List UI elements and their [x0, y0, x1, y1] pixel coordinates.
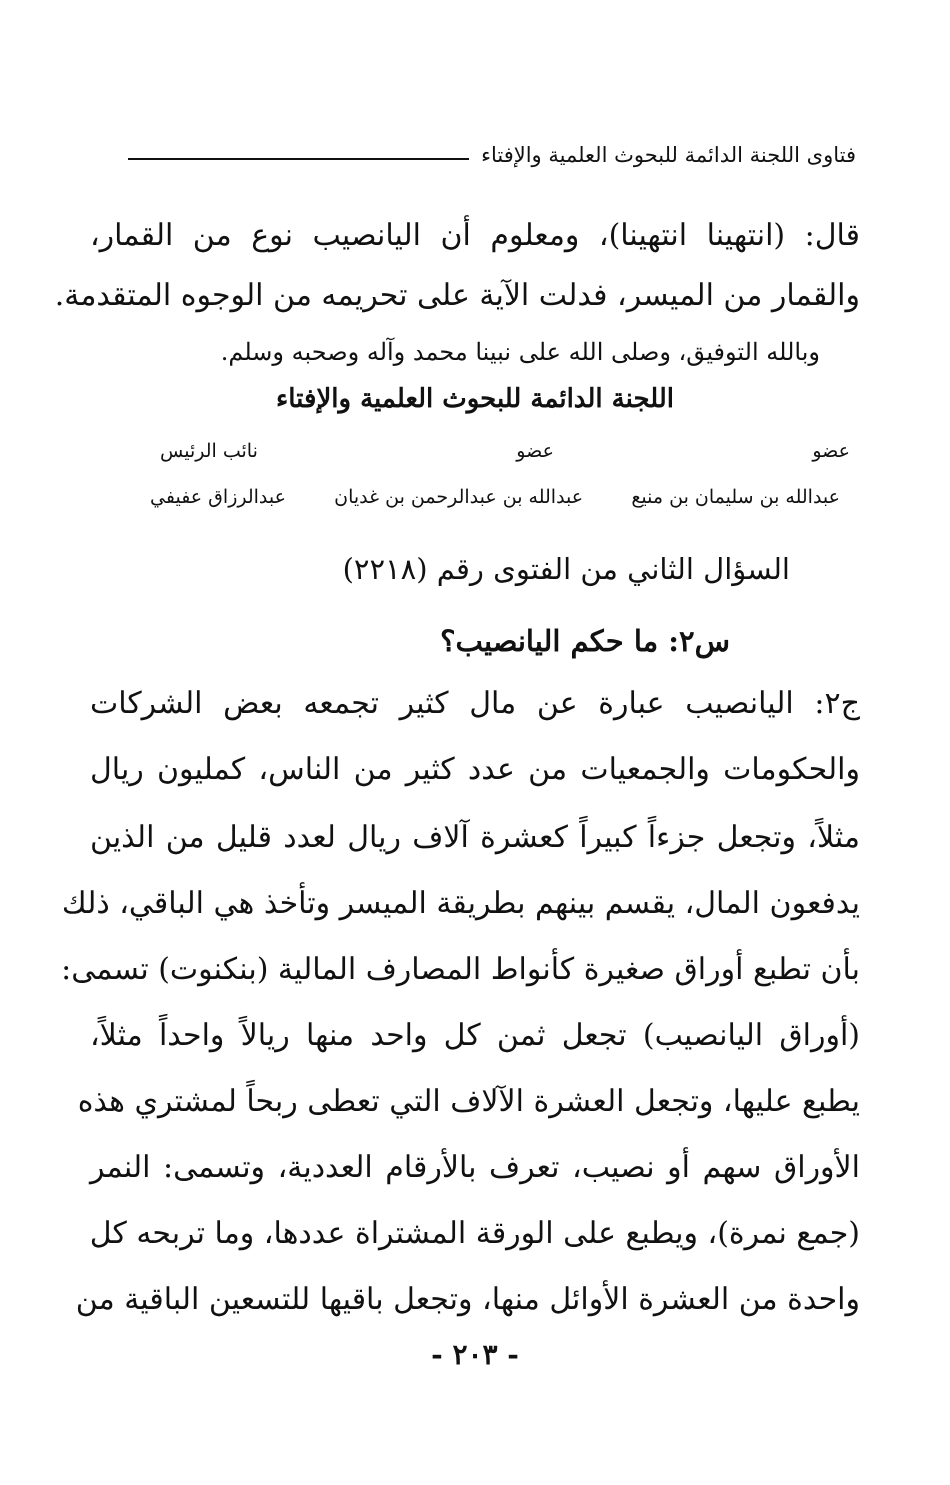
answer-line-2: والحكومات والجمعيات من عدد كثير من الناس، كمليون ريال	[90, 752, 860, 787]
answer-line-5: بأن تطبع أوراق صغيرة كأنواط المصارف المالية (بنكنوت) تسمى:	[61, 952, 860, 987]
signatories-names	[150, 486, 840, 508]
question-heading: س٢: ما حكم اليانصيب؟	[440, 624, 730, 658]
signatory-name: عبدالله بن عبدالرحمن بن غديان	[334, 486, 584, 508]
answer-line-10: واحدة من العشرة الأوائل منها، وتجعل باقيها للتسعين الباقية من	[75, 1282, 860, 1317]
intro-line-1: قال: (انتهينا انتهينا)، ومعلوم أن اليانصيب نوع من القمار،	[90, 218, 860, 253]
committee-title: اللجنة الدائمة للبحوث العلمية والإفتاء	[276, 384, 674, 414]
answer-line-4: يدفعون المال، يقسم بينهم بطريقة الميسر وتأخذ هي الباقي، ذلك	[61, 886, 860, 921]
signatories-roles	[160, 440, 850, 462]
header-rule	[128, 158, 469, 160]
answer-line-8: الأوراق سهم أو نصيب، تعرف بالأرقام العددية، وتسمى: النمر	[90, 1150, 860, 1185]
answer-line-6: (أوراق اليانصيب) تجعل ثمن كل واحد منها ريالاً واحداً مثلاً،	[90, 1018, 860, 1053]
intro-line-2: والقمار من الميسر، فدلت الآية على تحريمه من الوجوه المتقدمة.	[54, 278, 860, 313]
running-header	[128, 138, 856, 172]
answer-line-9: (جمع نمرة)، ويطبع على الورقة المشتراة عددها، وما تربحه كل	[89, 1216, 860, 1251]
signatory-role: عضو	[516, 440, 554, 462]
signatory-name: عبدالله بن سليمان بن منيع	[631, 486, 840, 508]
closing-line: وبالله التوفيق، وصلى الله على نبينا محمد وآله وصحبه وسلم.	[220, 338, 820, 366]
signatory-role: نائب الرئيس	[160, 440, 258, 462]
answer-line-3: مثلاً، وتجعل جزءاً كبيراً كعشرة آلاف ريال لعدد قليل من الذين	[90, 820, 860, 855]
answer-line-7: يطبع عليها، وتجعل العشرة الآلاف التي تعطى ربحاً لمشتري هذه	[77, 1084, 860, 1119]
fatwa-heading: السؤال الثاني من الفتوى رقم (٢٢١٨)	[342, 552, 790, 586]
page-number: - ٢٠٣ -	[431, 1338, 519, 1371]
signatory-role: عضو	[812, 440, 850, 462]
answer-line-1: ج٢: اليانصيب عبارة عن مال كثير تجمعه بعض الشركات	[90, 686, 860, 721]
header-title: فتاوى اللجنة الدائمة للبحوث العلمية والإفتاء	[481, 143, 856, 167]
signatory-name: عبدالرزاق عفيفي	[150, 486, 286, 508]
